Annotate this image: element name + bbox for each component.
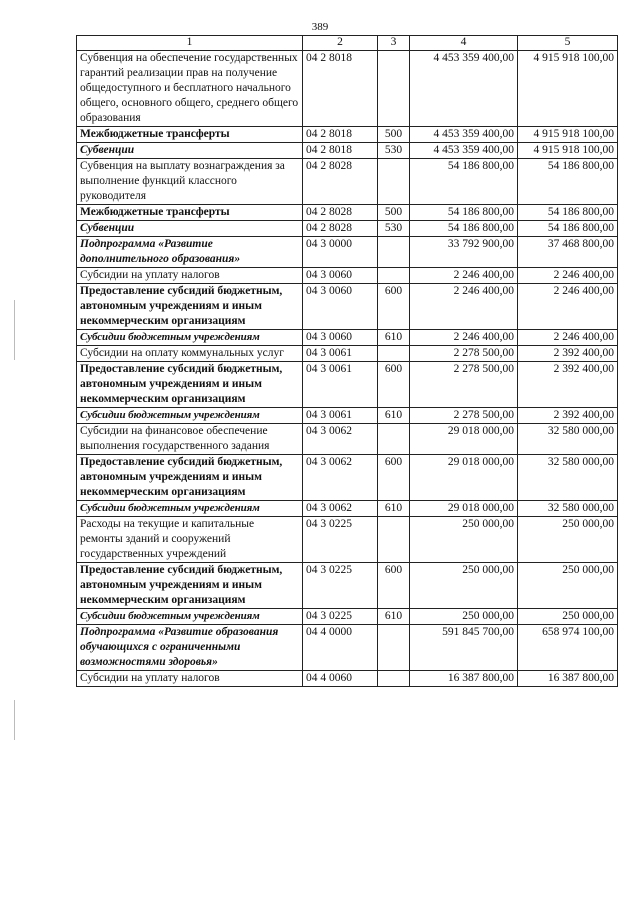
cell-amount-col5: 32 580 000,00 (518, 424, 618, 455)
cell-code: 04 3 0062 (303, 455, 378, 501)
cell-code: 04 4 0000 (303, 625, 378, 671)
cell-amount-col5: 658 974 100,00 (518, 625, 618, 671)
cell-expense-type (378, 671, 410, 687)
cell-expense-type: 600 (378, 563, 410, 609)
cell-name: Предоставление субсидий бюджетным, автономным учреждениям и иным некоммерческим организациям (77, 455, 303, 501)
cell-amount-col4: 29 018 000,00 (410, 455, 518, 501)
table-row (77, 205, 618, 221)
cell-amount-col4: 16 387 800,00 (410, 671, 518, 687)
column-header-2: 2 (303, 36, 378, 51)
cell-name: Межбюджетные трансферты (77, 205, 303, 221)
cell-name: Субсидии бюджетным учреждениям (77, 609, 303, 625)
cell-code: 04 2 8018 (303, 143, 378, 159)
cell-code: 04 2 8028 (303, 221, 378, 237)
cell-amount-col4: 2 278 500,00 (410, 362, 518, 408)
table-row (77, 609, 618, 625)
cell-code: 04 2 8018 (303, 51, 378, 127)
column-header-4: 4 (410, 36, 518, 51)
table-row (77, 362, 618, 408)
cell-code: 04 4 0060 (303, 671, 378, 687)
cell-code: 04 3 0061 (303, 408, 378, 424)
cell-amount-col5: 54 186 800,00 (518, 159, 618, 205)
table-row (77, 268, 618, 284)
cell-expense-type: 610 (378, 330, 410, 346)
cell-amount-col4: 250 000,00 (410, 563, 518, 609)
cell-code: 04 3 0225 (303, 609, 378, 625)
table-row (77, 346, 618, 362)
table-row (77, 237, 618, 268)
cell-code: 04 2 8028 (303, 159, 378, 205)
cell-code: 04 3 0061 (303, 362, 378, 408)
cell-amount-col5: 4 915 918 100,00 (518, 127, 618, 143)
cell-expense-type: 500 (378, 205, 410, 221)
cell-amount-col4: 29 018 000,00 (410, 424, 518, 455)
cell-amount-col4: 250 000,00 (410, 609, 518, 625)
cell-name: Субсидии бюджетным учреждениям (77, 408, 303, 424)
cell-name: Межбюджетные трансферты (77, 127, 303, 143)
cell-code: 04 3 0060 (303, 330, 378, 346)
cell-amount-col5: 2 246 400,00 (518, 330, 618, 346)
cell-amount-col4: 54 186 800,00 (410, 221, 518, 237)
cell-expense-type (378, 268, 410, 284)
table-row (77, 408, 618, 424)
cell-expense-type: 610 (378, 501, 410, 517)
cell-code: 04 3 0062 (303, 424, 378, 455)
cell-amount-col5: 4 915 918 100,00 (518, 51, 618, 127)
table-row (77, 330, 618, 346)
cell-name: Субсидии на уплату налогов (77, 671, 303, 687)
cell-amount-col4: 4 453 359 400,00 (410, 143, 518, 159)
cell-amount-col4: 2 246 400,00 (410, 268, 518, 284)
cell-code: 04 2 8018 (303, 127, 378, 143)
cell-expense-type (378, 51, 410, 127)
cell-code: 04 3 0000 (303, 237, 378, 268)
table-row (77, 284, 618, 330)
table-row (77, 455, 618, 501)
cell-amount-col5: 16 387 800,00 (518, 671, 618, 687)
cell-amount-col4: 4 453 359 400,00 (410, 127, 518, 143)
cell-amount-col4: 2 278 500,00 (410, 408, 518, 424)
cell-amount-col4: 250 000,00 (410, 517, 518, 563)
cell-expense-type: 600 (378, 362, 410, 408)
cell-expense-type (378, 346, 410, 362)
cell-expense-type (378, 237, 410, 268)
column-header-row (77, 36, 618, 51)
table-row (77, 625, 618, 671)
cell-expense-type: 610 (378, 408, 410, 424)
cell-code: 04 3 0225 (303, 563, 378, 609)
cell-amount-col5: 4 915 918 100,00 (518, 143, 618, 159)
table-row (77, 424, 618, 455)
cell-code: 04 3 0061 (303, 346, 378, 362)
table-row (77, 51, 618, 127)
cell-amount-col5: 32 580 000,00 (518, 455, 618, 501)
cell-name: Субвенция на обеспечение государственных гарантий реализации прав на получение общедоступного и бесплатного начального общего, основного общего, среднего общего образования (77, 51, 303, 127)
cell-amount-col4: 4 453 359 400,00 (410, 51, 518, 127)
table-row (77, 671, 618, 687)
cell-code: 04 2 8028 (303, 205, 378, 221)
cell-name: Подпрограмма «Развитие дополнительного образования» (77, 237, 303, 268)
table-row (77, 563, 618, 609)
cell-amount-col4: 591 845 700,00 (410, 625, 518, 671)
cell-code: 04 3 0062 (303, 501, 378, 517)
table-row (77, 517, 618, 563)
cell-amount-col4: 2 246 400,00 (410, 330, 518, 346)
cell-expense-type (378, 159, 410, 205)
cell-expense-type (378, 424, 410, 455)
table-body (77, 51, 618, 687)
cell-name: Субсидии бюджетным учреждениям (77, 330, 303, 346)
budget-table (76, 35, 618, 687)
cell-amount-col5: 2 392 400,00 (518, 408, 618, 424)
cell-code: 04 3 0060 (303, 284, 378, 330)
cell-expense-type: 500 (378, 127, 410, 143)
cell-amount-col5: 37 468 800,00 (518, 237, 618, 268)
cell-amount-col5: 54 186 800,00 (518, 221, 618, 237)
table-row (77, 501, 618, 517)
cell-expense-type: 600 (378, 455, 410, 501)
cell-amount-col5: 2 246 400,00 (518, 268, 618, 284)
cell-name: Субсидии на финансовое обеспечение выполнения государственного задания (77, 424, 303, 455)
cell-code: 04 3 0060 (303, 268, 378, 284)
cell-expense-type (378, 625, 410, 671)
cell-amount-col4: 33 792 900,00 (410, 237, 518, 268)
cell-name: Субсидии на уплату налогов (77, 268, 303, 284)
cell-name: Расходы на текущие и капитальные ремонты зданий и сооружений государственных учреждений (77, 517, 303, 563)
cell-amount-col5: 250 000,00 (518, 563, 618, 609)
cell-amount-col5: 32 580 000,00 (518, 501, 618, 517)
cell-amount-col4: 29 018 000,00 (410, 501, 518, 517)
scan-edge-mark (14, 700, 15, 740)
cell-amount-col5: 2 392 400,00 (518, 346, 618, 362)
cell-code: 04 3 0225 (303, 517, 378, 563)
cell-amount-col5: 2 392 400,00 (518, 362, 618, 408)
cell-name: Предоставление субсидий бюджетным, автономным учреждениям и иным некоммерческим организациям (77, 362, 303, 408)
table-row (77, 143, 618, 159)
cell-amount-col4: 2 278 500,00 (410, 346, 518, 362)
cell-name: Предоставление субсидий бюджетным, автономным учреждениям и иным некоммерческим организациям (77, 284, 303, 330)
cell-name: Субвенции (77, 143, 303, 159)
cell-amount-col4: 2 246 400,00 (410, 284, 518, 330)
cell-expense-type: 530 (378, 143, 410, 159)
cell-name: Субвенции (77, 221, 303, 237)
cell-expense-type: 530 (378, 221, 410, 237)
cell-name: Субсидии на оплату коммунальных услуг (77, 346, 303, 362)
table-row (77, 159, 618, 205)
cell-name: Субсидии бюджетным учреждениям (77, 501, 303, 517)
cell-name: Подпрограмма «Развитие образования обучающихся с ограниченными возможностями здоровья» (77, 625, 303, 671)
cell-amount-col4: 54 186 800,00 (410, 159, 518, 205)
page-number: 389 (311, 21, 329, 33)
column-header-1: 1 (77, 36, 303, 51)
cell-amount-col5: 250 000,00 (518, 609, 618, 625)
cell-expense-type: 610 (378, 609, 410, 625)
scan-edge-mark (14, 300, 15, 360)
cell-amount-col5: 2 246 400,00 (518, 284, 618, 330)
cell-amount-col4: 54 186 800,00 (410, 205, 518, 221)
column-header-5: 5 (518, 36, 618, 51)
table-row (77, 127, 618, 143)
cell-name: Предоставление субсидий бюджетным, автономным учреждениям и иным некоммерческим организациям (77, 563, 303, 609)
table-row (77, 221, 618, 237)
column-header-3: 3 (378, 36, 410, 51)
cell-amount-col5: 54 186 800,00 (518, 205, 618, 221)
cell-expense-type: 600 (378, 284, 410, 330)
cell-expense-type (378, 517, 410, 563)
cell-name: Субвенция на выплату вознаграждения за выполнение функций классного руководителя (77, 159, 303, 205)
cell-amount-col5: 250 000,00 (518, 517, 618, 563)
